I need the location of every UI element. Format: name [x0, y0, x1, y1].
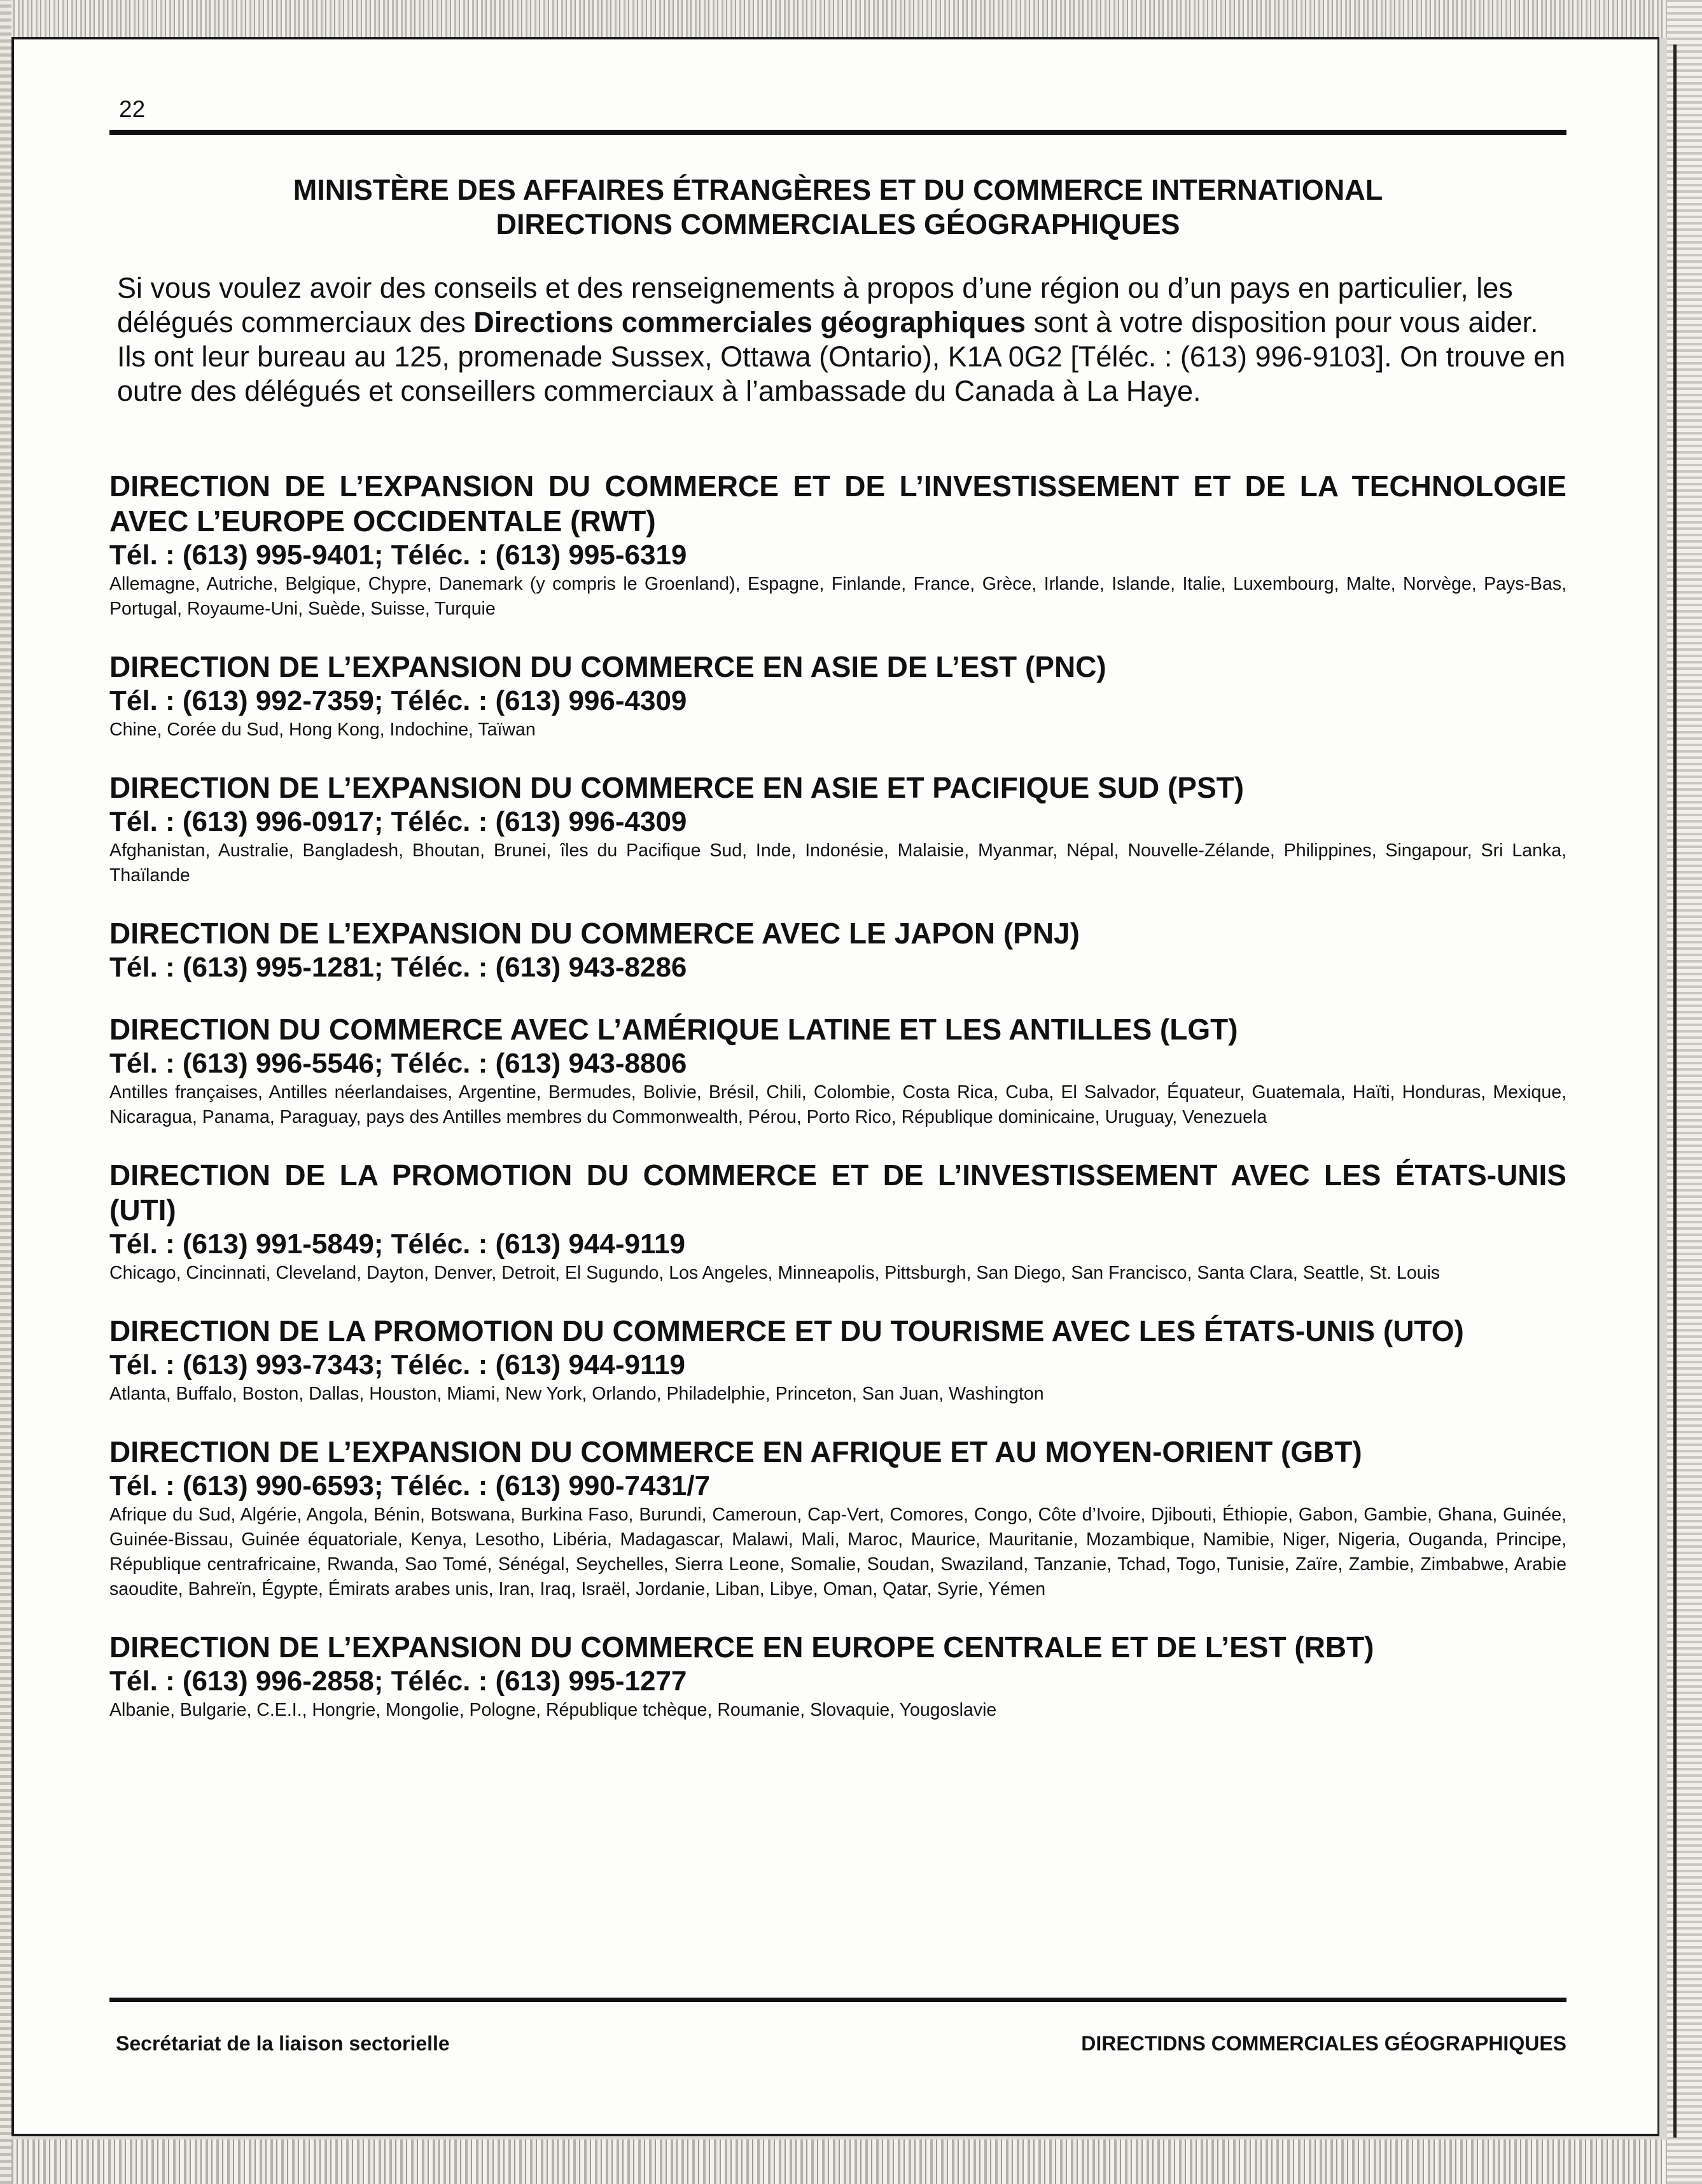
page-footer — [109, 1998, 1566, 2056]
direction-gbt — [109, 1435, 1566, 1602]
direction-name: DIRECTION DE L’EXPANSION DU COMMERCE EN AFRIQUE ET AU MOYEN-ORIENT (GBT) — [109, 1435, 1362, 1468]
direction-pnj — [109, 916, 1566, 984]
direction-name: DIRECTION DE L’EXPANSION DU COMMERCE EN ASIE DE L’EST (PNC) — [109, 650, 1106, 683]
scan-border-top — [0, 0, 1702, 38]
direction-countries: Antilles françaises, Antilles néerlandaises, Argentine, Bermudes, Bolivie, Brésil, Chili, Colombie, Costa Rica, Cuba, El Salvador, Équateur, Guatemala, Haïti, Honduras, Mexique, Nicaragua, Panama, Paraguay, pays des Antilles membres du Commonwealth, Pérou, Porto Rico, République dominicaine, Uruguay, Venezuela — [109, 1082, 1566, 1127]
direction-countries: Albanie, Bulgarie, C.E.I., Hongrie, Mongolie, Pologne, République tchèque, Roumanie, Slovaquie, Yougoslavie — [109, 1700, 997, 1720]
direction-phone: Tél. : (613) 996-5546; Téléc. : (613) 943-8806 — [109, 1048, 687, 1079]
intro-text-2: sont à votre disposition pour vous aider. Ils ont leur bureau au 125, promenade Sussex, Ottawa (Ontario), K1A 0G2 [Téléc. : (613) 996-9103]. On trouve en outre des délégués et conseillers commerciaux à l’ambassade du Canada à La Haye. — [117, 306, 1566, 407]
direction-phone: Tél. : (613) 993-7343; Téléc. : (613) 944-9119 — [109, 1349, 685, 1381]
page-number: 22 — [119, 96, 146, 122]
main-title — [109, 173, 1566, 242]
direction-name: DIRECTION DE L’EXPANSION DU COMMERCE EN ASIE ET PACIFIQUE SUD (PST) — [109, 771, 1245, 804]
footer-left: Secrétariat de la liaison sectorielle — [116, 2032, 450, 2055]
direction-name: DIRECTION DE LA PROMOTION DU COMMERCE ET DE L’INVESTISSEMENT AVEC LES ÉTATS-UNIS (UTI) — [109, 1158, 1566, 1227]
scan-border-left — [0, 0, 11, 2184]
direction-phone: Tél. : (613) 995-1281; Téléc. : (613) 943-8286 — [109, 952, 687, 983]
direction-name: DIRECTION DE L’EXPANSION DU COMMERCE AVEC LE JAPON (PNJ) — [109, 917, 1080, 950]
direction-pnc — [109, 650, 1566, 742]
direction-countries: Atlanta, Buffalo, Boston, Dallas, Houston, Miami, New York, Orlando, Philadelphie, Princeton, San Juan, Washington — [109, 1384, 1044, 1404]
intro-text-1: Si vous voulez avoir des conseils et des renseignements à propos d’une région ou d’un pays en particulier, les délégués commerciaux des — [117, 272, 1513, 338]
direction-countries: Chicago, Cincinnati, Cleveland, Dayton, Denver, Detroit, El Sugundo, Los Angeles, Minneapolis, Pittsburgh, San Diego, San Francisco, Santa Clara, Seattle, St. Louis — [109, 1263, 1440, 1283]
direction-phone: Tél. : (613) 991-5849; Téléc. : (613) 944-9119 — [109, 1228, 685, 1260]
directions-list — [109, 469, 1566, 1723]
title-line-1: MINISTÈRE DES AFFAIRES ÉTRANGÈRES ET DU COMMERCE INTERNATIONAL — [293, 174, 1383, 206]
direction-uto — [109, 1314, 1566, 1407]
direction-countries: Afghanistan, Australie, Bangladesh, Bhoutan, Brunei, îles du Pacifique Sud, Inde, Indonésie, Malaisie, Myanmar, Népal, Nouvelle-Zélande, Philippines, Singapour, Sri Lanka, Thaïlande — [109, 840, 1566, 886]
direction-countries: Afrique du Sud, Algérie, Angola, Bénin, Botswana, Burkina Faso, Burundi, Cameroun, Cap-Vert, Comores, Congo, Côte d’Ivoire, Djibouti, Éthiopie, Gabon, Gambie, Ghana, Guinée, Guinée-Bissau, Guinée équatoriale, Kenya, Lesotho, Libéria, Madagascar, Malawi, Mali, Maroc, Maurice, Mauritanie, Mozambique, Namibie, Niger, Nigeria, Ouganda, Principe, République centrafricaine, Rwanda, Sao Tomé, Sénégal, Seychelles, Sierra Leone, Somalie, Soudan, Swaziland, Tanzanie, Tchad, Togo, Tunisie, Zaïre, Zambie, Zimbabwe, Arabie saoudite, Bahreïn, Égypte, Émirats arabes unis, Iran, Iraq, Israël, Jordanie, Liban, Libye, Oman, Qatar, Syrie, Yémen — [109, 1505, 1566, 1599]
direction-phone: Tél. : (613) 992-7359; Téléc. : (613) 996-4309 — [109, 685, 687, 716]
page-content — [109, 95, 1566, 1751]
direction-phone: Tél. : (613) 996-2858; Téléc. : (613) 995-1277 — [109, 1666, 687, 1697]
direction-uti — [109, 1158, 1566, 1286]
direction-name: DIRECTION DU COMMERCE AVEC L’AMÉRIQUE LATINE ET LES ANTILLES (LGT) — [109, 1013, 1238, 1046]
direction-phone: Tél. : (613) 996-0917; Téléc. : (613) 996-4309 — [109, 806, 687, 837]
intro-paragraph — [117, 271, 1566, 408]
direction-countries: Chine, Corée du Sud, Hong Kong, Indochine, Taïwan — [109, 720, 536, 740]
footer-right: DIRECTIDNS COMMERCIALES GÉOGRAPHIQUES — [1081, 2032, 1566, 2055]
direction-name: DIRECTION DE LA PROMOTION DU COMMERCE ET DU TOURISME AVEC LES ÉTATS-UNIS (UTO) — [109, 1314, 1464, 1347]
header-rule — [109, 130, 1566, 135]
title-line-2: DIRECTIONS COMMERCIALES GÉOGRAPHIQUES — [496, 208, 1180, 240]
direction-rwt — [109, 469, 1566, 622]
direction-name: DIRECTION DE L’EXPANSION DU COMMERCE ET DE L’INVESTISSEMENT ET DE LA TECHNOLOGIE AVEC L’EUROPE OCCIDENTALE (RWT) — [109, 469, 1566, 538]
direction-countries: Allemagne, Autriche, Belgique, Chypre, Danemark (y compris le Groenland), Espagne, Finlande, France, Grèce, Irlande, Islande, Italie, Luxembourg, Malte, Norvège, Pays-Bas, Portugal, Royaume-Uni, Suède, Suisse, Turquie — [109, 574, 1566, 619]
direction-phone: Tél. : (613) 995-9401; Téléc. : (613) 995-6319 — [109, 539, 687, 571]
intro-bold: Directions commerciales géographiques — [473, 306, 1026, 338]
direction-phone: Tél. : (613) 990-6593; Téléc. : (613) 990-7431/7 — [109, 1470, 711, 1501]
footer-rule — [109, 1998, 1566, 2002]
footer-row — [109, 2031, 1566, 2056]
direction-pst — [109, 770, 1566, 888]
direction-rbt — [109, 1630, 1566, 1723]
scan-border-bottom — [0, 2139, 1702, 2184]
direction-name: DIRECTION DE L’EXPANSION DU COMMERCE EN EUROPE CENTRALE ET DE L’EST (RBT) — [109, 1631, 1374, 1664]
direction-lgt — [109, 1012, 1566, 1130]
page-right-edge — [1673, 45, 1677, 2138]
scan-border-right — [1667, 0, 1702, 2184]
